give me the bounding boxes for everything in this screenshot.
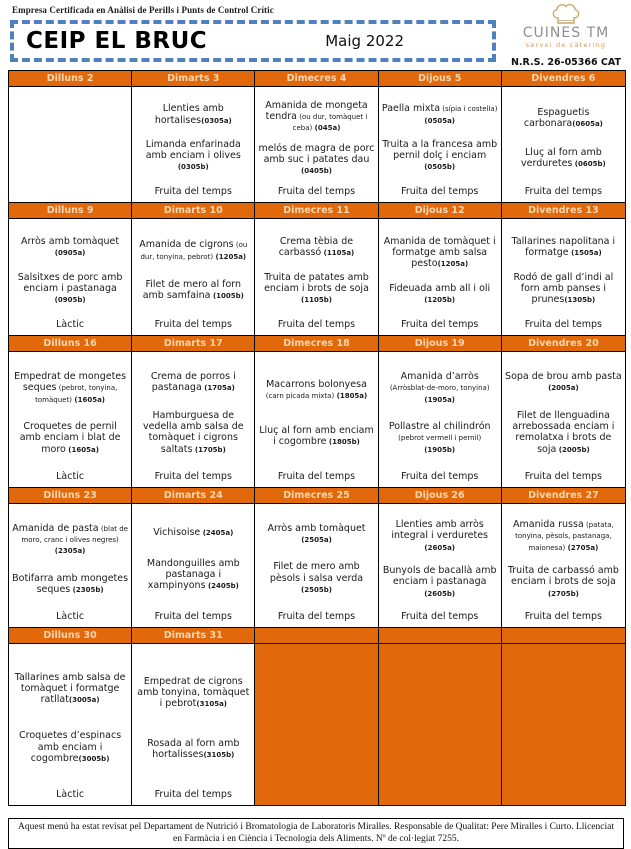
dish-name: Amanida russa [513,519,584,531]
dish [135,558,251,592]
dish-code: (2405b) [205,582,239,591]
dish [135,676,251,710]
menu-cell [132,87,255,202]
dish-list [502,352,625,471]
dish [12,272,128,306]
dish-name: Truita de patates amb enciam i brots de soja [264,271,369,294]
footer-note: Aquest menú ha estat revisat pel Departament de Nutrició i Bromatologia de Laboratoris Miralles. Responsable de Qualitat: Pere Miralles i Curto. Llicenciat en Farmàcia i en Ciència i Tecnologia dels Aliments. Nº de col·legiat 7255. [8,818,624,849]
dish-name: Vichisoise [153,526,201,538]
dish [382,371,498,405]
dish-name: Lluç al forn amb enciam i cogombre [259,424,374,448]
dish [135,410,251,455]
dish-note: (carn picada mixta) [265,391,335,400]
week-header-row [9,335,625,352]
dish-code: (2005b) [556,445,590,454]
dish-code: (2605a) [424,543,455,552]
menu-cell [379,504,502,627]
dish-code: (0305a) [201,116,232,125]
dish-name: Mandonguilles amb pastanaga i xampinyons [146,557,240,592]
brand-tagline: servei de càtering [525,41,607,49]
dish-name: Arròs amb tomàquet [267,522,366,534]
dish-code: (1705a) [201,384,235,393]
dish-name: Llenties amb hortalises [154,103,224,126]
dish-name: Tallarines napolitana i formatge [511,235,616,258]
dish-code: (0505a) [424,116,455,125]
menu-cell [9,644,132,805]
menu-cell [9,352,132,487]
dish-name: Filet de mero al forn amb samfaina [142,279,242,302]
dish [258,379,374,401]
dish-name: Rodó de gall d’indi al forn amb panses i prunes [513,271,614,306]
dish-name: Truita a la francesa amb pernil dolç i enciam [382,139,498,162]
dish-note: (pebrot vermell i pernil) [398,434,482,443]
dish-code: (2505a) [301,536,332,545]
menu-cell [379,352,502,487]
menu-cell [255,87,378,202]
dish-code: (0905a) [54,248,86,257]
menu-cell-filled [379,644,502,805]
week-header-row [9,627,625,644]
dish-code: (1505a) [568,248,602,257]
week-body-row [9,87,625,202]
day-header: Dijous 26 [379,488,502,503]
dish-code: (1605a) [65,445,99,454]
menu-cell [132,352,255,487]
dessert-label: Làctic [56,471,85,482]
day-header-empty [502,628,625,643]
week-header-row [9,202,625,219]
dish-list [9,504,131,611]
day-header: Divendres 20 [502,336,625,351]
menu-cell [132,504,255,627]
dish [12,523,128,557]
menu-cell-filled [502,644,625,805]
day-header: Dimecres 4 [255,71,378,86]
dish-list [132,87,254,186]
dish [505,147,622,169]
dish [135,527,251,538]
dessert-label: Fruita del temps [154,186,232,197]
dessert-label: Fruita del temps [524,611,603,622]
dish-name: Llenties amb arròs integral i verduretes [391,519,488,542]
menu-cell [9,87,132,202]
dish-name: Amanida de tomàquet i formatge amb salsa pesto [383,235,496,270]
dish [382,236,498,270]
day-header: Dilluns 2 [9,71,132,86]
dish-name: Sopa de brou amb pasta [505,371,622,383]
day-header: Dijous 5 [379,71,502,86]
day-header: Divendres 6 [502,71,625,86]
dish-list [502,219,625,319]
week-body-row [9,219,625,335]
dish-name: Croquetes d’espinacs amb enciam i cogombre [19,730,122,764]
dish-code: (2705b) [547,589,579,598]
month-title: Maig 2022 [325,32,404,50]
dessert-label: Làctic [56,611,85,622]
dish-code: (0405b) [301,167,332,176]
menu-cell [132,219,255,335]
dish-code: (1205b) [424,296,456,305]
menu-cell [255,219,378,335]
dish-code: (1105b) [301,296,332,305]
dessert-label: Fruita del temps [154,319,232,330]
day-header: Dimarts 24 [132,488,255,503]
dessert-label: Làctic [56,319,85,330]
dessert-label: Fruita del temps [401,471,479,482]
menu-cell [502,219,625,335]
day-header: Dijous 19 [379,336,502,351]
dessert-label: Fruita del temps [154,611,232,622]
dish-code: (3005a) [68,696,100,705]
dish-list [9,644,131,789]
dish-name: Limanda enfarinada amb enciam i olives [145,139,241,162]
dessert-label: Fruita del temps [154,471,232,482]
dish-code: (2305a) [54,547,86,556]
dish-name: Crema de porros i pastanaga [150,371,236,394]
dish [12,573,128,595]
dish-list [255,219,377,319]
menu-cell-filled [255,644,378,805]
dish-name: Filet de llenguadina arrebossada enciam i remolatxa i brots de soja [512,409,615,455]
brand-logo [505,2,627,68]
menu-cell [255,352,378,487]
dish-list [9,87,131,186]
dish-code: (1905a) [424,395,455,404]
menu-cell [132,644,255,805]
dish [258,100,374,134]
dish-code: (0605b) [572,159,606,168]
dish [135,139,251,173]
dish-list [132,219,254,319]
dish [505,107,622,129]
dish [135,239,251,261]
menu-cell [9,219,132,335]
dish [505,236,622,258]
dish-code: (1605a) [71,395,106,404]
dish-code: (3105b) [203,751,235,760]
dish-list [132,352,254,471]
dessert-label: Fruita del temps [401,319,479,330]
dish-list [9,219,131,319]
menu-cell [9,504,132,627]
dish-name: Macarrons bolonyesa [266,378,367,390]
dish [382,103,498,125]
dish-code: (0905b) [54,296,86,305]
week-header-row [9,487,625,504]
menu-cell [502,87,625,202]
day-header: Dilluns 9 [9,203,132,218]
dish [258,523,374,545]
dessert-label: Fruita del temps [277,186,356,197]
dish [258,425,374,447]
dish-name: Empedrat de mongetes seques [14,371,127,394]
dish-code: (0505b) [424,163,456,172]
dish-list [9,352,131,471]
day-header: Dimarts 10 [132,203,255,218]
dish-code: (0305b) [177,163,209,172]
day-header: Dimecres 11 [255,203,378,218]
dish [258,236,374,258]
dish-code: (2305b) [70,585,104,594]
week-body-row [9,352,625,487]
dish [12,371,128,405]
dish [12,730,128,764]
dish-note: (ou dur, tomàquet i ceba) [292,112,368,132]
dish-code: (2505b) [301,585,332,594]
dish [135,279,251,301]
dish-name: Espaguetis carbonara [523,107,590,130]
dish-list [132,504,254,611]
dish-list [255,352,377,471]
week-header-row [9,71,625,87]
dessert-label: Fruita del temps [401,186,479,197]
dish-name: Arròs amb tomàquet [21,235,120,247]
dish-name: Lluç al forn amb verduretes [521,146,602,169]
day-header: Dijous 12 [379,203,502,218]
day-header: Divendres 27 [502,488,625,503]
menu-table [8,70,626,806]
dish-code: (2605b) [424,589,456,598]
dish-name: Tallarines amb salsa de tomàquet i formatge ratllat [14,671,126,706]
dish-code: (1005b) [210,292,244,301]
dish-name: Salsitxes de porc amb enciam i pastanaga [17,271,123,294]
dish-name: Paella mixta [381,103,441,115]
dish-code: (1305b) [564,296,596,305]
dish-code: (1805a) [334,391,368,400]
dish-list [132,644,254,789]
day-header: Dimarts 3 [132,71,255,86]
dish [382,565,498,599]
dish [12,236,128,258]
week-body-row [9,644,625,805]
certification-note: Empresa Certificada en Anàlisi de Perills i Punts de Control Crític [12,5,274,15]
day-header: Dimarts 17 [132,336,255,351]
dish [505,519,622,553]
dish-code: (1705b) [192,445,226,454]
dish-name: Amanida de mongeta tendra [265,99,368,122]
dish-list [502,87,625,186]
dish [12,421,128,455]
dish [382,283,498,305]
dish [135,371,251,393]
day-header: Divendres 13 [502,203,625,218]
menu-cell [379,219,502,335]
day-header: Dimarts 31 [132,628,255,643]
dessert-label: Làctic [56,789,85,800]
dish-note: (sípia i costella) [440,105,498,114]
dish-name: Hamburguesa de vedella amb salsa de tomàquet i cigrons saltats [142,409,244,455]
dish-name: Bunyols de bacallà amb enciam i pastanaga [382,565,497,588]
dish-code: (1205a) [437,260,469,269]
school-name: CEIP EL BRUC [26,28,208,54]
dish-name: Fideuada amb all i oli [389,282,491,294]
dish-name: Amanida d’arròs [400,371,479,383]
dish-name: Amanida de pasta [12,522,99,534]
dish [505,371,622,393]
day-header: Dimecres 25 [255,488,378,503]
dish-name: melós de magra de porc amb suc i patates dau [258,142,375,165]
dish-code: (1905b) [424,445,456,454]
dish-list [502,504,625,611]
dish [382,519,498,553]
dish-name: Truita de carbassó amb enciam i brots de soja [507,565,619,588]
day-header-empty [379,628,502,643]
dish-list [379,219,501,319]
dish-list [255,504,377,611]
dish-code: (3105a) [196,700,227,709]
day-header: Dilluns 16 [9,336,132,351]
week-body-row [9,504,625,627]
day-header: Dimecres 18 [255,336,378,351]
menu-cell [502,352,625,487]
dish-code: (1805b) [326,438,360,447]
dish-list [379,504,501,611]
dish [135,103,251,125]
dish-name: Pollastre al chilindrón [388,421,491,433]
menu-cell [379,87,502,202]
dish [382,421,498,455]
dish-note: (Arròsblat-de-moro, tonyina) [389,384,490,393]
dish-list [255,87,377,186]
dish [258,561,374,595]
dessert-label: Fruita del temps [277,471,356,482]
dish-code: (2705a) [565,543,599,552]
dish-name: Botifarra amb mongetes seques [12,572,129,595]
dish-name: Croquetes de pernil amb enciam i blat de moro [19,421,121,455]
dessert-label: Fruita del temps [277,319,356,330]
dish [505,272,622,306]
dish-note: (blat de moro, cranc i olives negres) [21,524,128,545]
dessert-label [9,186,131,202]
dish [382,139,498,173]
day-header-empty [255,628,378,643]
registry-number: N.R.S. 26-05366 CAT [510,57,621,68]
dish-name: Crema tèbia de carbassó [278,235,354,258]
dish [505,565,622,599]
dessert-label: Fruita del temps [401,611,479,622]
dessert-label: Fruita del temps [277,611,356,622]
dish-name: Empedrat de cigrons amb tonyina, tomàquet i pebrot [137,675,250,710]
dish-name: Amanida de cigrons [139,239,234,251]
title-box [10,20,496,62]
menu-cell [255,504,378,627]
dish [258,143,374,177]
dessert-label: Fruita del temps [524,186,603,197]
dessert-label: Fruita del temps [524,471,603,482]
dish [12,672,128,706]
dish-code: (045a) [312,124,341,132]
dish-code: (2005a) [548,384,579,393]
menu-cell [502,504,625,627]
dish-code: (0605a) [572,120,603,129]
day-header: Dilluns 23 [9,488,132,503]
dish-code: (3005b) [78,754,110,763]
dish [135,738,251,760]
dish-code: (1205a) [213,252,247,261]
dessert-label: Fruita del temps [524,319,603,330]
dish-name: Rosada al forn amb hortalisses [147,737,240,761]
dish-note: (patata, tonyina, pèsols, pastanaga, maionesa) [515,521,614,552]
dish-note: (ou dur, tonyina, pebrot) [140,241,248,261]
dish-note: (pebrot, tonyina, tomàquet) [35,384,118,404]
day-header: Dilluns 30 [9,628,132,643]
dish-code: (1105a) [321,248,355,257]
dish-name: Filet de mero amb pèsols i salsa verda [269,561,364,584]
dish-list [379,352,501,471]
dish-list [379,87,501,186]
brand-name: CUINES TM [522,25,610,41]
dish-code: (2405a) [200,528,234,537]
dish [505,410,622,455]
dessert-label: Fruita del temps [154,789,232,800]
dish [258,272,374,306]
